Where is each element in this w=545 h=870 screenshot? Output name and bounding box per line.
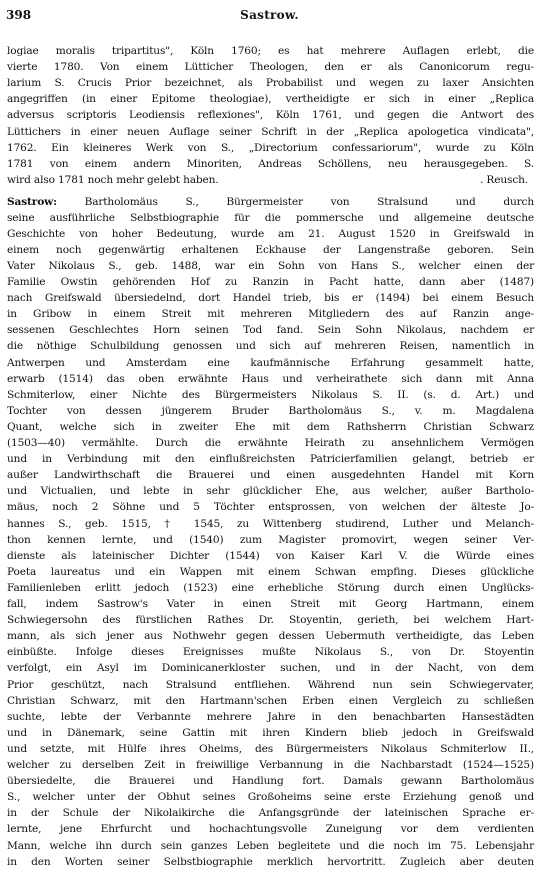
- author-signature: . Reusch.: [479, 173, 528, 186]
- paragraph-line: fall, indem Sastrow's Vater in einen Streit mit Georg Hartmann, einem: [7, 598, 534, 611]
- paragraph-line: larium S. Crucis Prior bezeichnet, als Probabilist und wegen zu laxer Ansichten: [7, 77, 534, 90]
- paragraph-line: mäus, noch 2 Söhne und 5 Töchter entsprossen, von welchen der älteste Jo-: [7, 501, 534, 514]
- paragraph-line: Christian Schwarz, mit den Hartmann'schen Erben einen Vergleich zu schließen: [7, 694, 534, 707]
- entry-headword: Sastrow:: [7, 195, 57, 208]
- paragraph-line: [7, 172, 534, 188]
- paragraph-line: vierte 1780. Von einem Lütticher Theologen, den er als Canonicorum regu-: [7, 61, 534, 74]
- page-number: 398: [6, 8, 32, 22]
- paragraph-line: 1762. Ein kleineres Werk von S., „Directorium confessariorum", wurde zu Köln: [7, 141, 534, 154]
- paragraph-line: Schwiegersohn des fürstlichen Rathes Dr. Stoyentin, gerieth, bei welchem Hart-: [7, 614, 534, 627]
- paragraph-line: lernte, jene Ehrfurcht und hochachtungsvolle Zuneigung vor dem verdienten: [7, 823, 534, 836]
- paragraph-line: 1781 von einem andern Minoriten, Andreas Schöllens, neu herausgegeben. S.: [7, 157, 534, 170]
- paragraph-line: logiae moralis tripartitus", Köln 1760; es hat mehrere Auflagen erlebt, die: [7, 45, 534, 57]
- paragraph-line: thon kennen lernte, und (1540) zum Magister promovirt, wegen seiner Ver-: [7, 533, 534, 546]
- paragraph-line: Familienleben erlitt jedoch (1523) eine erhebliche Störung durch einen Unglücks-: [7, 581, 534, 594]
- paragraph-line: einem noch gegenwärtig erhaltenen Eckhause der Langenstraße geboren. Sein: [7, 243, 534, 256]
- paragraph-line: erwarb (1514) das oben erwähnte Haus und verheirathete sich dann mit Anna: [7, 372, 534, 385]
- paragraph-line: Poeta laureatus und ein Wappen mit einem Schwan empfing. Dieses glückliche: [7, 565, 534, 578]
- paragraph-line: in der Schule der Nikolaikirche die Anfangsgründe der lateinischen Sprache er-: [7, 807, 534, 820]
- paragraph-line: Familie Owstin gehörenden Hof zu Ranzin in Pacht hatte, dann aber (1487): [7, 276, 534, 289]
- page-header: [6, 8, 533, 28]
- paragraph-line: und setzte, mit Hülfe ihres Oheims, des Bürgermeisters Nikolaus Schmiterlow II.,: [7, 742, 534, 755]
- paragraph-line: sessenen Geschlechtes Horn seinen Tod fand. Sein Sohn Nikolaus, nachdem er: [7, 324, 534, 337]
- paragraph-line: dienste als lateinischer Dichter (1544) von Kaiser Karl V. die Würde eines: [7, 549, 534, 562]
- paragraph-line: adversus scriptoris Leodiensis reflexiones", Köln 1761, und gegen die Antwort des: [7, 109, 534, 122]
- paragraph-line: Schmiterlow, einer Nichte des Bürgermeisters Nikolaus S. II. (s. d. Art.) und: [7, 388, 534, 401]
- entry-first-line-text: Bartholomäus S., Bürgermeister von Stralsund und durch: [56, 195, 534, 208]
- paragraph-line: Vater Nikolaus S., geb. 1488, war ein Sohn von Hans S., welcher einen der: [7, 259, 534, 272]
- paragraph-line: (1503—40) vermählte. Durch die erwähnte Heirath zu ansehnlichem Vermögen: [7, 437, 534, 450]
- paragraph-line: und in Verbindung mit den einflußreichsten Patricierfamilien gelangt, betrieb er: [7, 453, 534, 466]
- paragraph-line: Quant, welche sich in zweiter Ehe mit dem Rathsherrn Christian Schwarz: [7, 420, 534, 433]
- paragraph-line: außer Landwirthschaft die Brauerei und einen ausgedehnten Handel mit Korn: [7, 469, 534, 482]
- paragraph-line: Mann, welche ihn durch sein ganzes Leben begleitete und die noch im 75. Lebensjahr: [7, 839, 534, 852]
- paragraph-line: verfolgt, ein Asyl im Dominicanerkloster suchen, und in der Nacht, von dem: [7, 662, 534, 675]
- paragraph-line: Geschichte von hoher Bedeutung, wurde am 21. August 1520 in Greifswald in: [7, 227, 534, 240]
- paragraph-line: S., welcher unter der Obhut seines Großoheims seine erste Erziehung genoß und: [7, 791, 534, 804]
- running-title: Sastrow.: [240, 8, 299, 22]
- paragraph-line: Antwerpen und Amsterdam eine kaufmännische Erfahrung gesammelt hatte,: [7, 356, 534, 369]
- entry-first-line: [7, 194, 534, 210]
- paragraph-line: mann, als sich jener aus Nothwehr gegen dessen Uebermuth vertheidigte, das Leben: [7, 630, 534, 643]
- paragraph-line: hannes S., geb. 1515, † 1545, zu Wittenberg studirend, Luther und Melanch-: [7, 517, 534, 530]
- paragraph-line: Prior geschützt, nach Stralsund entfliehen. Während nun sein Schwiegervater,: [7, 678, 534, 691]
- paragraph-line: die nöthige Schulbildung genossen und sich auf mehreren Reisen, namentlich in: [7, 340, 534, 353]
- paragraph-line: in den Worten seiner Selbstbiographie merklich hervortritt. Zugleich aber deuten: [7, 855, 534, 868]
- paragraph-line: nach Greifswald übersiedelnd, dort Handel trieb, bis er (1494) bei einem Besuch: [7, 292, 534, 305]
- paragraph-line: Tochter von dessen jüngerem Bruder Bartholomäus S., v. m. Magdalena: [7, 404, 534, 417]
- paragraph-line: suchte, lebte der Verbannte mehrere Jahre in den benachbarten Hansestädten: [7, 710, 534, 723]
- paragraph-line: übersiedelte, die Brauerei und Handlung fort. Damals gewann Bartholomäus: [7, 775, 534, 788]
- paragraph-line: welcher zu derselben Zeit in freiwillige Verbannung in die Nachbarstadt (1524—1525): [7, 759, 534, 772]
- paragraph-line: Lüttichers in einer neuen Auflage seiner Schrift in der „Replica apologetica vindicata",: [7, 125, 534, 138]
- paragraph-line: in Gribow in einem Streit mit mehreren Mitgliedern des auf Ranzin ange-: [7, 308, 534, 321]
- paragraph-line: und in Dänemark, seine Gattin mit ihren Kindern blieb jedoch in Greifswald: [7, 726, 534, 739]
- paragraph-line: und Victualien, und lebte in sehr glücklicher Ehe, aus welcher, außer Bartholo-: [7, 485, 534, 498]
- paragraph-line: seine ausführliche Selbstbiographie für die pommersche und allgemeine deutsche: [7, 211, 534, 224]
- paragraph-line: einbüßte. Infolge dieses Ereignisses mußte Nikolaus S., von Dr. Stoyentin: [7, 646, 534, 659]
- paragraph-line-text: wird also 1781 noch mehr gelebt haben.: [7, 173, 219, 186]
- paragraph-line: angegriffen (in einer Epitome theologiae), vertheidigte er sich in einer „Replica: [7, 93, 534, 106]
